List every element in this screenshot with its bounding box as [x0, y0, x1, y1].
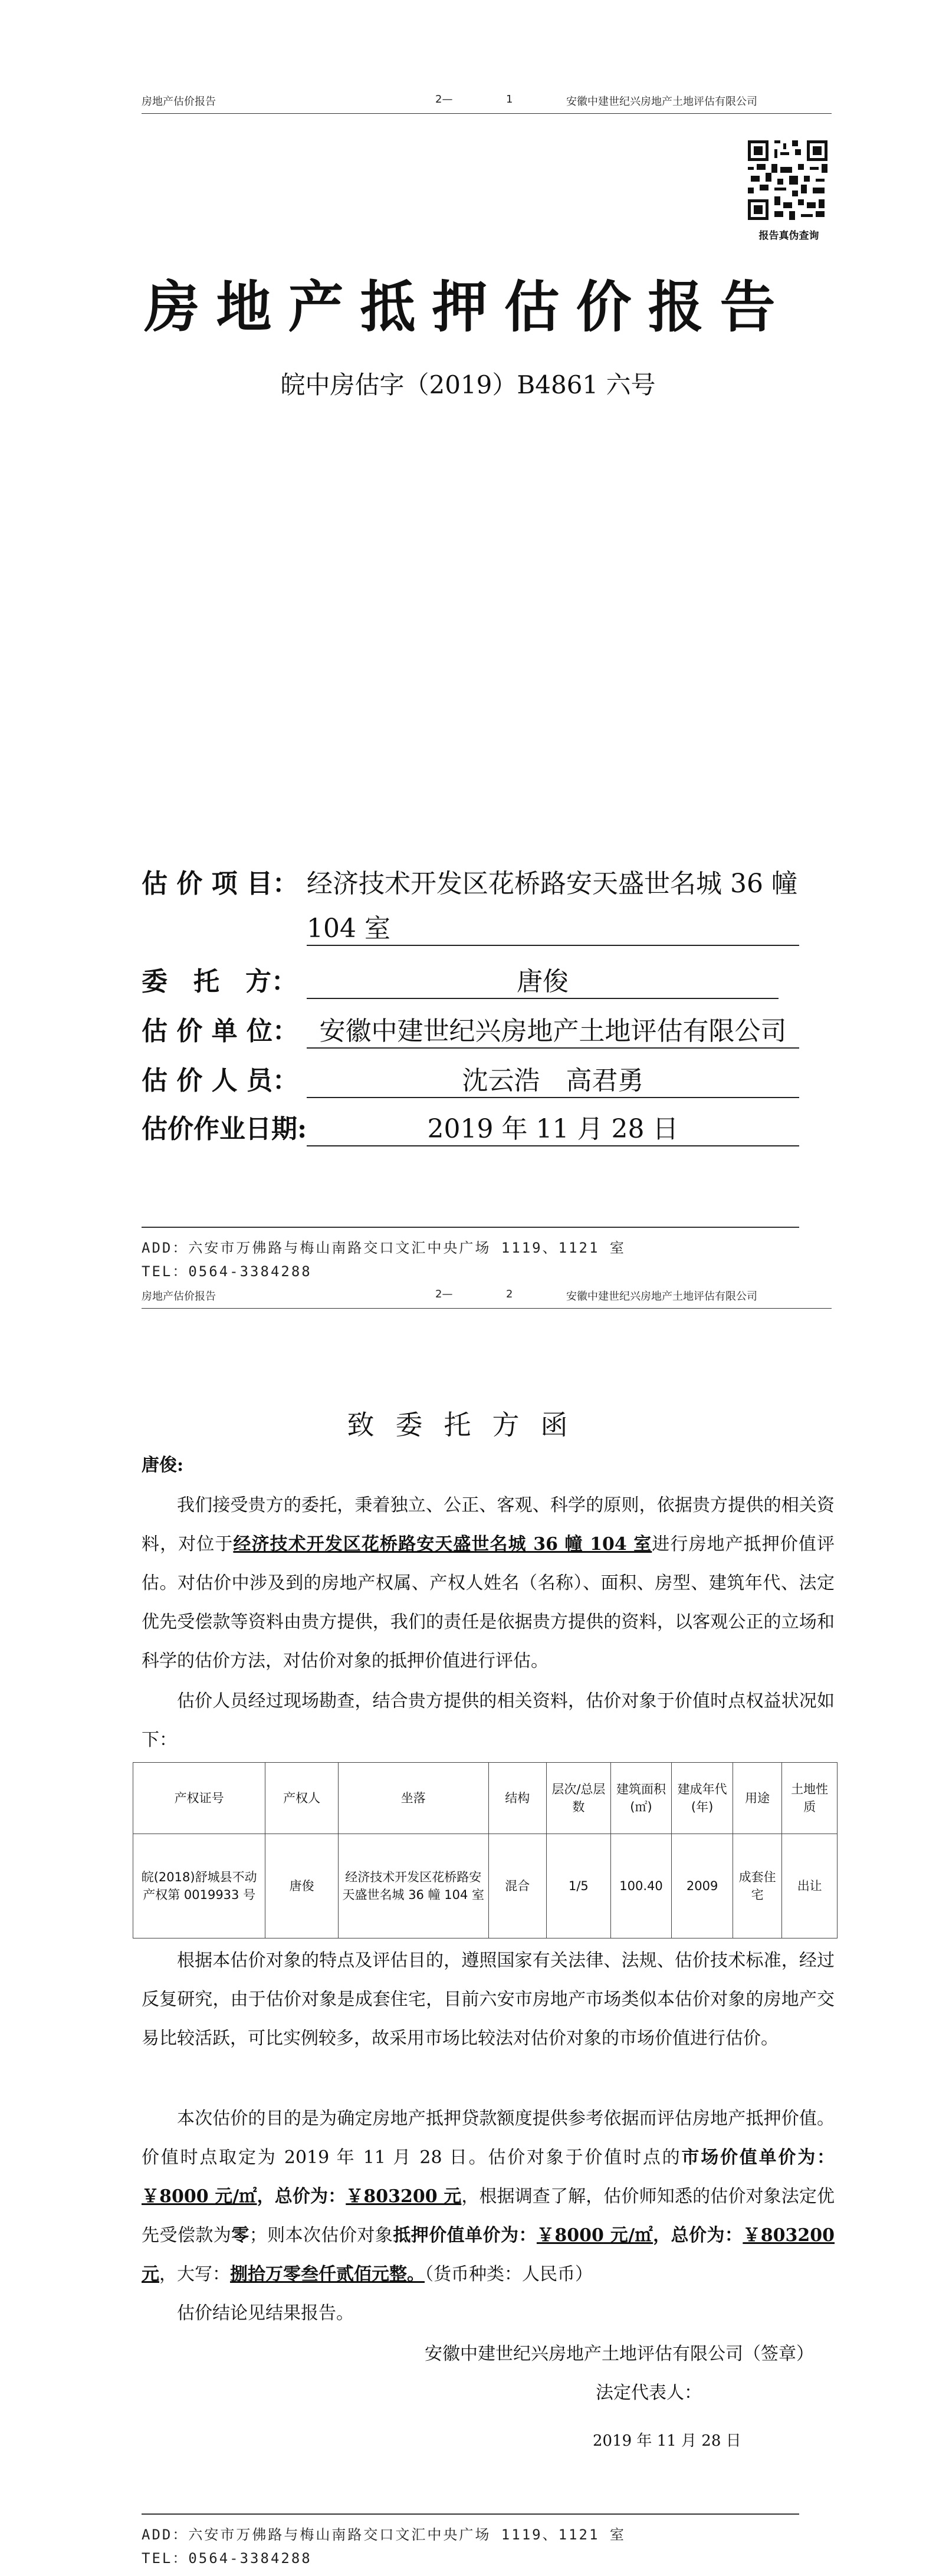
- field-label-appraisers: 估 价 人 员：: [142, 1066, 298, 1096]
- property-address: 经济技术开发区花桥路安天盛世名城 36 幢 104 室: [233, 1534, 652, 1555]
- table-header-cell: 用途: [733, 1763, 781, 1834]
- property-table: [133, 1762, 838, 1938]
- field-label-date: 估价作业日期:: [142, 1114, 307, 1144]
- table-header-cell: 坐落: [339, 1763, 488, 1834]
- footer-address: ADD：六安市万佛路与梅山南路交口文汇中央广场 1119、1121 室: [142, 1240, 626, 1256]
- header-rule-p2: [142, 1308, 832, 1309]
- field-value-project-line2: 104 室: [307, 907, 799, 946]
- field-value-appraisers: 沈云浩 高君勇: [307, 1059, 799, 1098]
- signature-date: 2019 年 11 月 28 日: [593, 2432, 741, 2450]
- header-page-number-p2: 2: [506, 1288, 513, 1300]
- footer-address-p2: ADD：六安市万佛路与梅山南路交口文汇中央广场 1119、1121 室: [142, 2526, 626, 2543]
- footer-rule-p2: [142, 2513, 799, 2515]
- market-unit-price: ￥8000 元/㎡: [142, 2186, 257, 2207]
- table-cell: 成套住宅: [733, 1834, 781, 1938]
- table-header-cell: 产权人: [265, 1763, 339, 1834]
- header-left-p2: 房地产估价报告: [142, 1290, 216, 1303]
- field-label-client: 委 托 方：: [142, 967, 297, 997]
- table-cell: 出让: [782, 1834, 838, 1938]
- amount-in-words: 捌拾万零叁仟贰佰元整。: [230, 2264, 425, 2285]
- field-value-unit: 安徽中建世纪兴房地产土地评估有限公司: [307, 1010, 799, 1049]
- table-header-cell: 层次/总层数: [547, 1763, 611, 1834]
- letter-paragraph-3: 根据本估价对象的特点及评估目的，遵照国家有关法律、法规、估价技术标准，经过反复研究，由于估价对象是成套住宅，目前六安市房地产市场类似本估价对象的房地产交易比较活跃，可比实例较多，故采用市场比较法对估价对象的市场价值进行估价。: [142, 1950, 835, 2049]
- letter-salutation: 唐俊:: [142, 1455, 184, 1476]
- table-cell: 100.40: [610, 1834, 672, 1938]
- header-page-prefix: 2—: [435, 93, 453, 106]
- field-value-project-line1: 经济技术开发区花桥路安天盛世名城 36 幢: [307, 869, 797, 899]
- report-title: 房地产抵押估价报告: [144, 275, 792, 340]
- report-number: 皖中房估字（2019）B4861 六号: [280, 370, 656, 399]
- table-cell: 经济技术开发区花桥路安天盛世名城 36 幢 104 室: [339, 1834, 488, 1938]
- signature-legal-rep: 法定代表人：: [596, 2383, 702, 2403]
- field-label-project: 估 价 项 目：: [142, 869, 298, 899]
- field-label-unit: 估 价 单 位：: [142, 1016, 298, 1046]
- signature-company: 安徽中建世纪兴房地产土地评估有限公司（签章）: [425, 2344, 814, 2364]
- table-cell: 2009: [672, 1834, 733, 1938]
- header-rule: [142, 113, 832, 114]
- header-left: 房地产估价报告: [142, 96, 216, 108]
- footer-phone-p2: TEL：0564-3384288: [142, 2550, 312, 2567]
- letter-title: 致委托方函: [347, 1409, 589, 1441]
- table-header-cell: 结构: [488, 1763, 547, 1834]
- table-header-row: [133, 1763, 838, 1834]
- table-cell: 皖(2018)舒城县不动产权第 0019933 号: [133, 1834, 265, 1938]
- table-cell: 1/5: [547, 1834, 611, 1938]
- mortgage-total-price: ￥803200 元: [142, 2225, 835, 2285]
- table-header-cell: 产权证号: [133, 1763, 265, 1834]
- header-right: 安徽中建世纪兴房地产土地评估有限公司: [566, 96, 757, 108]
- letter-paragraph-5: 估价结论见结果报告。: [177, 2303, 354, 2324]
- mortgage-unit-price: ￥8000 元/㎡: [536, 2225, 653, 2246]
- table-header-cell: 建筑面积(㎡): [610, 1763, 672, 1834]
- letter-paragraph-1: 我们接受贵方的委托，秉着独立、公正、客观、科学的原则，依据贵方提供的相关资料，对位于经济技术开发区花桥路安天盛世名城 36 幢 104 室进行房地产抵押价值评估。对估价中涉及到的房地产权属、产权人姓名（名称）、面积、房型、建筑年代、法定优先受偿款等资料由贵方提供，我们的责任是依据贵方提供的资料，以客观公正的立场和科学的估价方法，对估价对象的抵押价值进行评估。: [142, 1495, 835, 1671]
- header-right-p2: 安徽中建世纪兴房地产土地评估有限公司: [566, 1290, 757, 1303]
- field-value-client: 唐俊: [307, 960, 779, 999]
- qr-code-icon[interactable]: [748, 140, 827, 220]
- market-total-price: ￥803200 元: [346, 2186, 462, 2207]
- table-cell: 混合: [488, 1834, 547, 1938]
- field-value-date: 2019 年 11 月 28 日: [307, 1108, 799, 1146]
- letter-paragraph-4: 本次估价的目的是为确定房地产抵押贷款额度提供参考依据而评估房地产抵押价值。价值时点取定为 2019 年 11 月 28 日。估价对象于价值时点的市场价值单价为：￥8000 元/㎡，总价为：￥803200 元，根据调查了解，估价师知悉的估价对象法定优先受偿款为零；则本次估价对象抵押价值单价为：￥8000 元/㎡，总价为：￥803200 元，大写：捌拾万零叁仟贰佰元整。（货币种类：人民币）: [142, 2108, 835, 2285]
- footer-rule: [142, 1227, 799, 1228]
- table-cell: 唐俊: [265, 1834, 339, 1938]
- qr-caption: 报告真伪查询: [758, 230, 819, 242]
- footer-phone: TEL：0564-3384288: [142, 1263, 312, 1280]
- header-page-prefix-p2: 2—: [435, 1288, 453, 1300]
- header-page-number: 1: [506, 93, 513, 106]
- table-header-cell: 土地性质: [782, 1763, 838, 1834]
- letter-paragraph-2: 估价人员经过现场勘查，结合贵方提供的相关资料，估价对象于价值时点权益状况如下：: [142, 1691, 835, 1750]
- table-row: [133, 1834, 838, 1938]
- table-header-cell: 建成年代(年): [672, 1763, 733, 1834]
